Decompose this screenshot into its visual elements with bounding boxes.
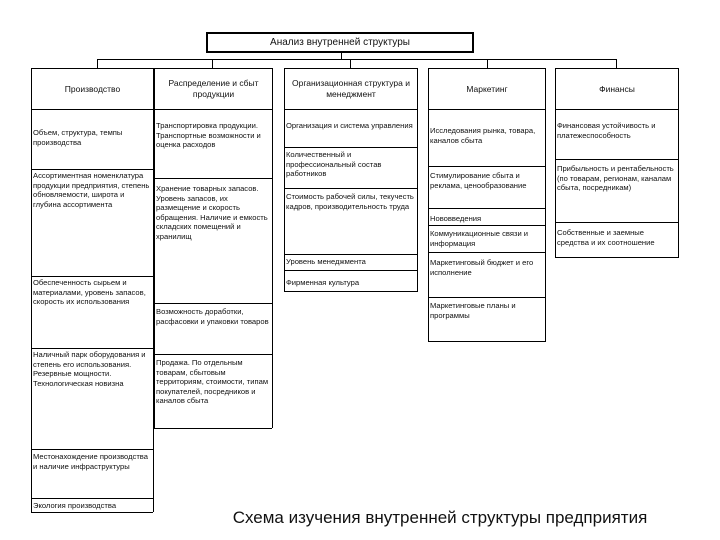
organization-item-1: Организация и система управления — [286, 121, 413, 130]
marketing-item-3: Нововведения — [430, 214, 482, 223]
divider — [428, 252, 545, 253]
divider — [428, 297, 545, 298]
divider — [428, 208, 545, 209]
divider — [555, 257, 678, 258]
distribution-item-4: Продажа. По отдельным товарам, сбытовым территориям, стоимости, типам покупателей, посредников и каналов сбыта — [156, 358, 269, 406]
finance-item-1: Финансовая устойчивость и платежеспособность — [557, 121, 656, 140]
marketing-item-5: Маркетинговый бюджет и его исполнение — [430, 258, 534, 277]
distribution-item-2: Хранение товарных запасов. Уровень запасов, их размещение и скорость обращения. Наличие и емкость складских помещений и хранилищ — [156, 184, 268, 241]
divider — [428, 166, 545, 167]
divider — [154, 428, 272, 429]
marketing-item-4: Коммуникационные связи и информация — [430, 229, 529, 248]
production-item-5: Местонахождение производства и наличие инфраструктуры — [33, 452, 148, 471]
production-item-1: Объем, структура, темпы производства — [33, 128, 123, 147]
organization-item-2: Количественный и профессиональный состав работников — [286, 150, 382, 179]
analysis-title: Анализ внутренней структуры — [270, 37, 410, 48]
marketing-item-6: Маркетинговые планы и программы — [430, 301, 516, 320]
header-label: Маркетинг — [466, 83, 508, 94]
divider — [428, 225, 545, 226]
figure-caption: Схема изучения внутренней структуры предприятия — [232, 508, 648, 527]
divider — [284, 147, 417, 148]
header-label: Производство — [64, 83, 121, 94]
divider — [154, 303, 272, 304]
production-item-4: Наличный парк оборудования и степень его использования. Резервные мощности. Технологическая новизна — [33, 350, 146, 388]
finance-item-2: Прибыльность и рентабельность (по товарам, регионам, каналам сбыта, посредникам) — [557, 164, 674, 193]
header-finance — [555, 68, 679, 110]
divider — [31, 276, 153, 277]
divider — [555, 222, 678, 223]
header-label: Организационная структура и менеджмент — [291, 78, 411, 99]
marketing-item-2: Стимулирование сбыта и реклама, ценообразование — [430, 171, 527, 190]
header-label: Распределение и сбыт продукции — [168, 78, 259, 99]
header-marketing — [428, 68, 546, 110]
distribution-item-3: Возможность доработки, расфасовки и упаковки товаров — [156, 307, 269, 326]
divider — [555, 159, 678, 160]
connector-bar — [97, 59, 616, 60]
header-production — [31, 68, 154, 110]
header-distribution — [154, 68, 273, 110]
divider — [284, 291, 417, 292]
divider — [154, 178, 272, 179]
divider — [31, 498, 153, 499]
divider — [31, 169, 153, 170]
organization-item-4: Уровень менеджмента — [286, 257, 366, 266]
divider — [284, 270, 417, 271]
divider — [428, 341, 545, 342]
header-label: Финансы — [599, 83, 635, 94]
header-organization — [284, 68, 418, 110]
analysis-title-box — [206, 32, 474, 53]
divider — [31, 348, 153, 349]
divider — [284, 254, 417, 255]
organization-item-3: Стоимость рабочей силы, текучесть кадров, производительность труда — [286, 192, 414, 211]
production-item-6: Экология производства — [33, 501, 117, 510]
divider — [154, 354, 272, 355]
organization-item-5: Фирменная культура — [286, 278, 360, 287]
divider — [31, 449, 153, 450]
marketing-item-1: Исследования рынка, товара, каналов сбыта — [430, 126, 536, 145]
divider — [31, 512, 153, 513]
production-item-3: Обеспеченность сырьем и материалами, уровень запасов, скорость их использования — [33, 278, 146, 307]
production-item-2: Ассортиментная номенклатура продукции предприятия, степень обновляемости, широта и глубина ассортимента — [33, 171, 150, 209]
divider — [284, 188, 417, 189]
finance-item-3: Собственные и заемные средства и их соотношение — [557, 228, 655, 247]
distribution-item-1: Транспортировка продукции. Транспортные возможности и оценка расходов — [156, 121, 261, 150]
